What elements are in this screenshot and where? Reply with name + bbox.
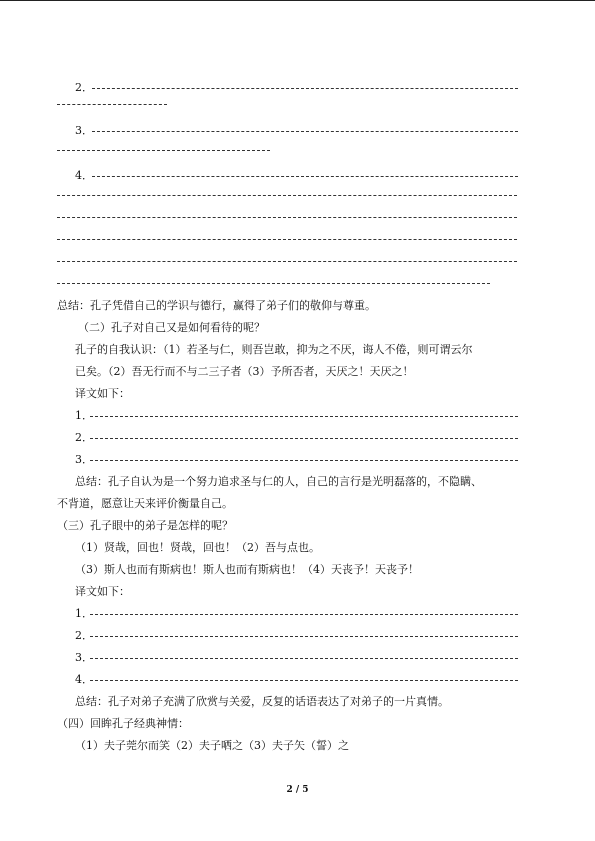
translation-label: 译文如下： xyxy=(75,387,130,400)
summary-text: 总结：孔子自认为是一个努力追求圣与仁的人，自己的言行是光明磊落的，不隐瞒、 xyxy=(75,475,482,488)
translation-item-number: 2． xyxy=(75,629,93,642)
translation-item-number: 3． xyxy=(75,453,93,466)
translation-item-2-number: 2． xyxy=(75,81,93,94)
quote-line: （1）贤哉，回也！贤哉，回也！（2）吾与点也。 xyxy=(75,541,320,554)
blank-line xyxy=(57,195,517,196)
blank-line xyxy=(90,460,518,461)
blank-line xyxy=(57,283,490,284)
blank-line xyxy=(90,438,518,439)
blank-line xyxy=(57,239,517,240)
translation-item-number: 3． xyxy=(75,651,93,664)
section-heading: （四）回眸孔子经典神情： xyxy=(57,717,189,730)
paragraph-line: （1）夫子莞尔而笑（2）夫子哂之（3）夫子矢（誓）之 xyxy=(75,739,349,752)
summary-text: 总结：孔子凭借自己的学识与德行，赢得了弟子们的敬仰与尊重。 xyxy=(57,299,376,312)
section-heading: （三）孔子眼中的弟子是怎样的呢？ xyxy=(57,519,233,532)
page-number: 2 / 5 xyxy=(286,785,309,795)
translation-item-number: 1． xyxy=(75,607,93,620)
translation-item-number: 2． xyxy=(75,431,93,444)
section-heading: （二）孔子对自己又是如何看待的呢？ xyxy=(78,321,265,334)
summary-text: 不背道，愿意让天来评价衡量自己。 xyxy=(57,497,233,510)
translation-item-number: 1． xyxy=(75,409,93,422)
translation-item-number: 4． xyxy=(75,673,93,686)
blank-line xyxy=(90,416,518,417)
paragraph-line: 已矣。（2）吾无行而不与二三子者（3）予所否者，天厌之！天厌之！ xyxy=(75,365,414,378)
paragraph-line: 孔子的自我认识：（1）若圣与仁，则吾岂敢，抑为之不厌，诲人不倦，则可谓云尔 xyxy=(75,343,473,356)
translation-item-3-number: 3． xyxy=(75,124,93,137)
blank-line xyxy=(57,217,517,218)
blank-line xyxy=(57,104,167,105)
blank-line xyxy=(90,680,518,681)
translation-label: 译文如下： xyxy=(75,585,130,598)
blank-line xyxy=(92,131,518,132)
quote-line: （3）斯人也而有斯病也！斯人也而有斯病也！（4）天丧予！天丧予！ xyxy=(75,563,419,576)
translation-item-4-number: 4． xyxy=(75,169,93,182)
blank-line xyxy=(57,150,270,151)
blank-line xyxy=(90,614,518,615)
blank-line xyxy=(57,261,517,262)
summary-text: 总结：孔子对弟子充满了欣赏与关爱，反复的话语表达了对弟子的一片真情。 xyxy=(75,695,449,708)
blank-line xyxy=(90,636,518,637)
blank-line xyxy=(90,658,518,659)
blank-line xyxy=(92,176,518,177)
blank-line xyxy=(92,88,518,89)
